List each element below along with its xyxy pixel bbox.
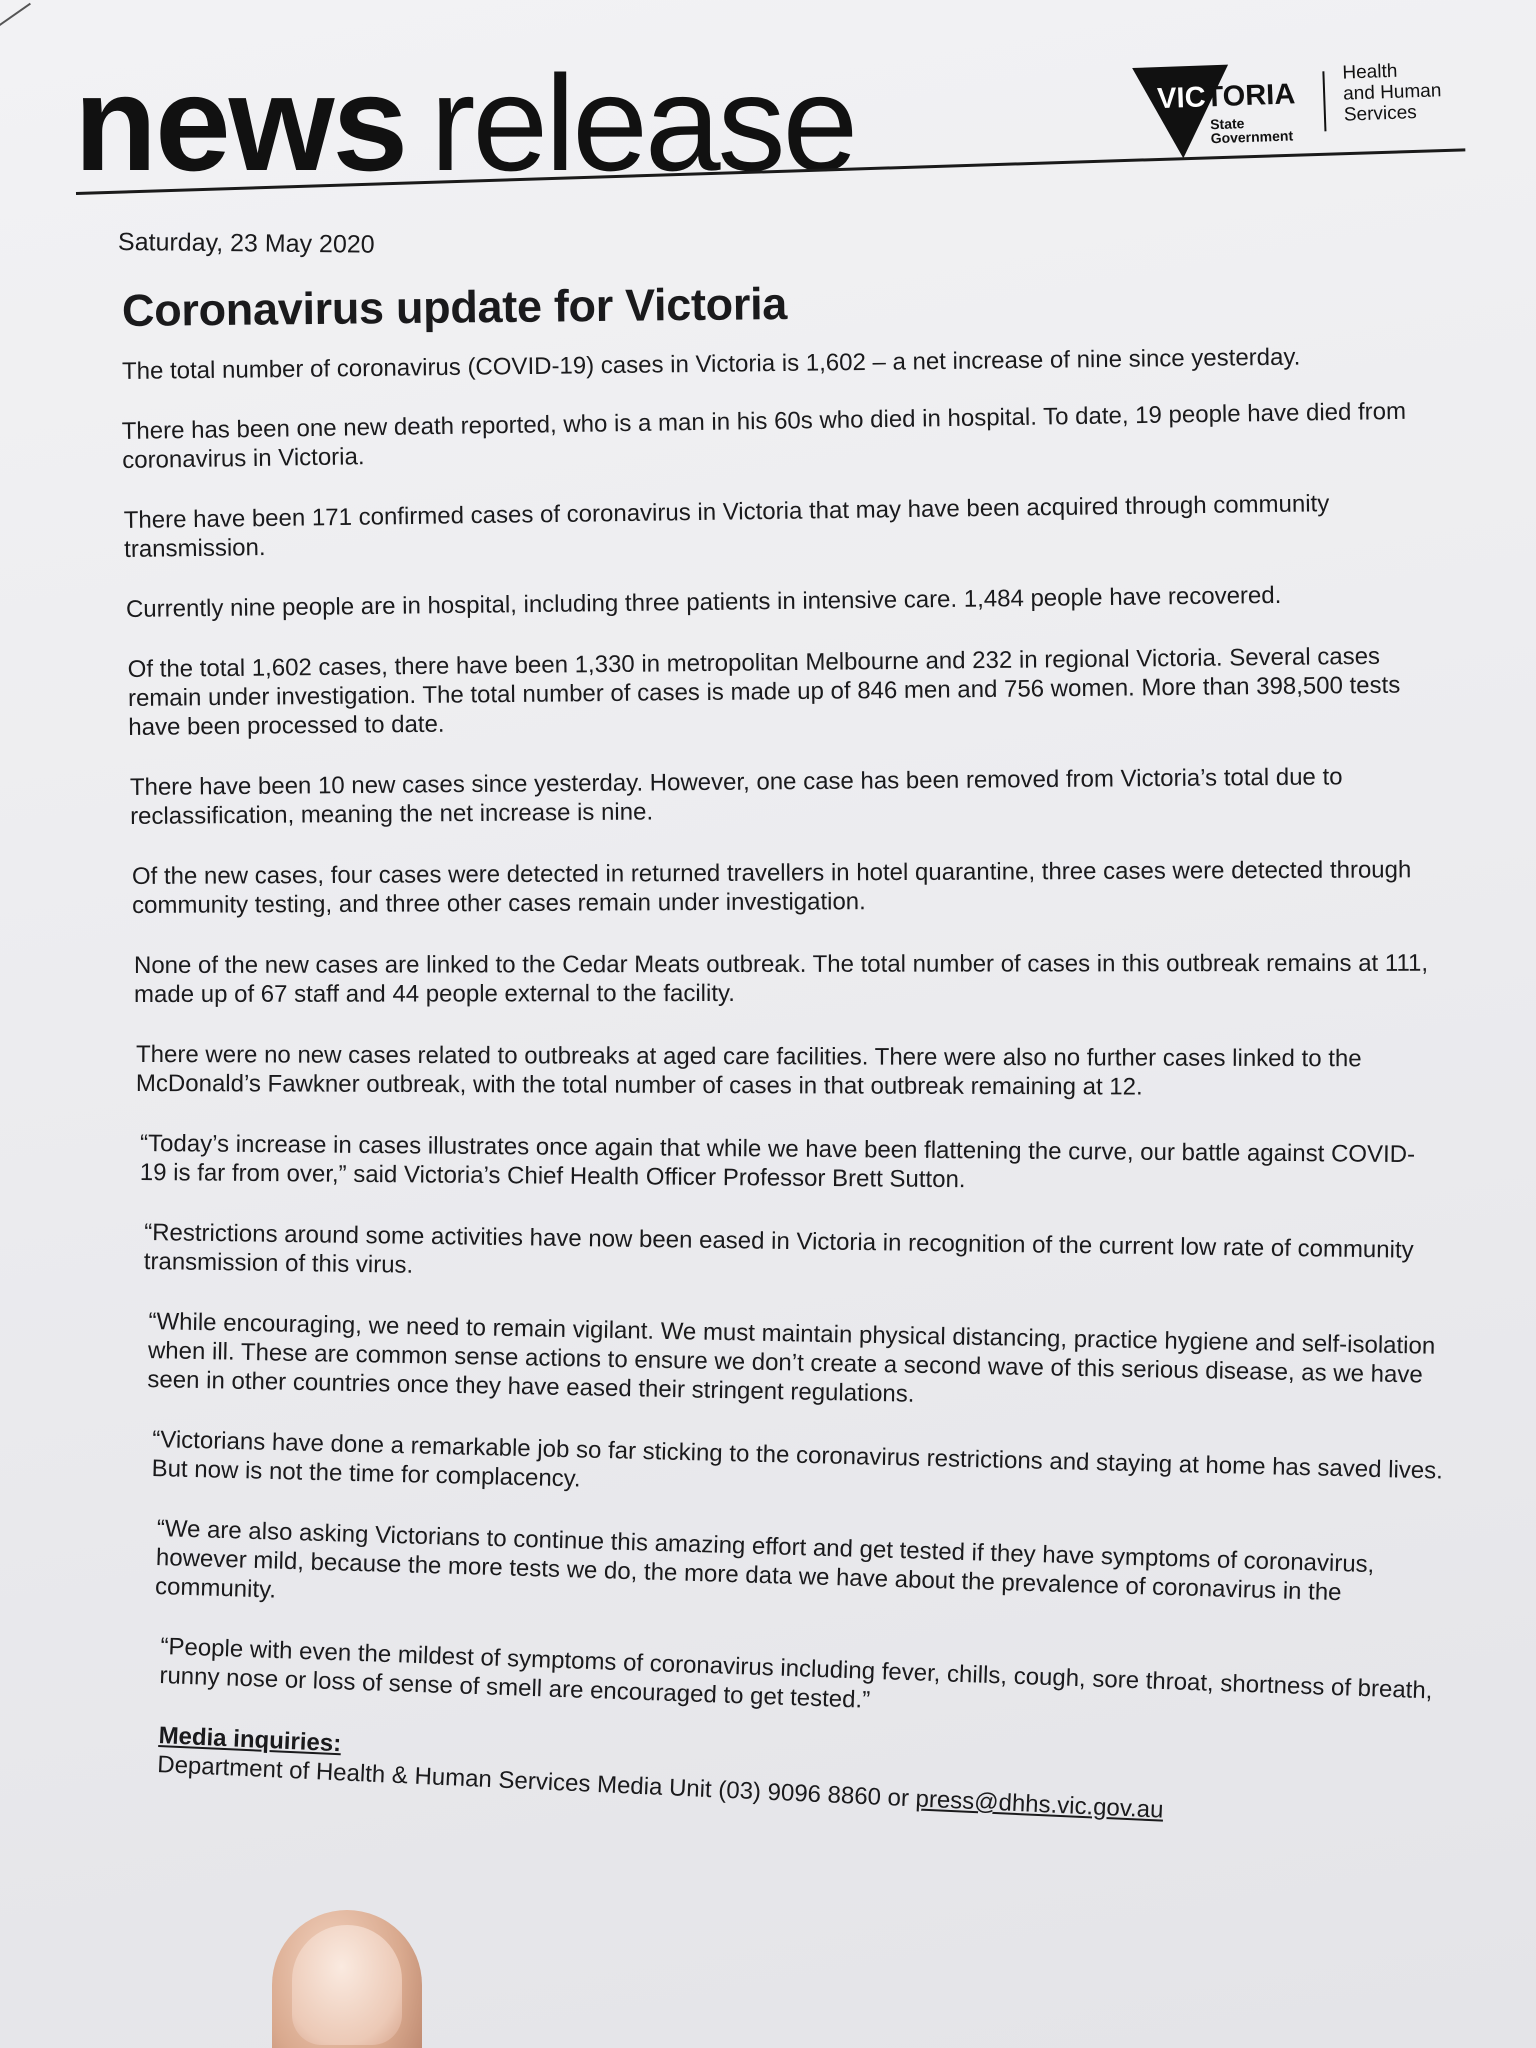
logo-wordmark [1157, 78, 1296, 116]
logo-word-rest: TORIA [1204, 78, 1296, 114]
quote-paragraph: “People with even the mildest of symptoms of coronavirus including fever, chills, cough, sore throat, shortness of breath, runny nose or loss of sense of smell are encouraged to get tested.” [159, 1633, 1433, 1714]
paragraph: There were no new cases related to outbreaks at aged care facilities. There were also no further cases linked to the McDonald’s Fawkner outbreak, with the total number of cases in that outbreak remaining at 12. [135, 1041, 1362, 1101]
quote-paragraph: “Today’s increase in cases illustrates once again that while we have been flattening the curve, our battle against COVID-19 is far from over,” said Victoria’s Chief Health Officer Professor Brett Sutton. [139, 1130, 1416, 1194]
paragraph: None of the new cases are linked to the Cedar Meats outbreak. The total number of cases in this outbreak remains at 111, made up of 67 staff and 44 people external to the facility. [133, 949, 1429, 1008]
quote-paragraph: “While encouraging, we need to remain vigilant. We must maintain physical distancing, practice hygiene and self-isolation when ill. These are common sense actions to ensure we don’t create a second wave of this serious disease, as we have seen in other countries once they have eased their stringent regulations. [147, 1308, 1436, 1408]
paragraph: There have been 171 confirmed cases of coronavirus in Victoria that may have been acquired through community transmission. [123, 490, 1330, 563]
corner-mark [0, 3, 31, 28]
paragraph: The total number of coronavirus (COVID-19) cases in Victoria is 1,602 – a net increase of nine since yesterday. [121, 343, 1301, 385]
paragraph: Of the total 1,602 cases, there have been 1,330 in metropolitan Melbourne and 232 in regional Victoria. Several cases remain under investigation. The total number of cases is made up of 846 men and 756 women. More than 398,500 tests have been processed to date. [127, 642, 1401, 741]
masthead-title-bold: news [74, 47, 407, 199]
media-inquiries [157, 1721, 1458, 1838]
media-email-link[interactable]: press@dhhs.vic.gov.au [914, 1785, 1165, 1824]
logo-dept-line3: Services [1343, 102, 1418, 126]
logo-dept-line1: Health [1342, 60, 1398, 84]
logo-divider [1322, 71, 1326, 131]
quote-paragraph: “Victorians have done a remarkable job so far sticking to the coronavirus restrictions and staying at home has saved lives. But now is not the time for complacency. [151, 1426, 1444, 1493]
thumbnail-nail [292, 1925, 402, 2045]
masthead-title-light: release [430, 47, 856, 199]
logo-department [1342, 59, 1442, 125]
media-contact: Department of Health & Human Services Media Unit (03) 9096 8860 or [156, 1750, 917, 1813]
logo-dept-line2: and Human [1342, 80, 1442, 105]
paragraph: There has been one new death reported, who is a man in his 60s who died in hospital. To date, 19 people have died from coronavirus in Victoria. [121, 397, 1407, 474]
logo-word-prefix: VIC [1156, 81, 1207, 116]
paragraph: Of the new cases, four cases were detected in returned travellers in hotel quarantine, three cases were detected through community testing, and three other cases remain under investigation. [131, 856, 1412, 919]
media-inquiries-heading: Media inquiries: [158, 1722, 342, 1758]
release-date: Saturday, 23 May 2020 [117, 228, 375, 259]
masthead [74, 48, 855, 198]
quote-paragraph: “We are also asking Victorians to continue this amazing effort and get tested if they have symptoms of coronavirus, however mild, because the more tests we do, the more data we have about the prevalence of coronavirus in the community. [154, 1515, 1375, 1607]
logo-sub-line2: Government [1210, 127, 1294, 147]
masthead-title [74, 48, 855, 198]
paragraph: There have been 10 new cases since yesterday. However, one case has been removed from Victoria’s total due to reclassification, meaning the net increase is nine. [129, 763, 1343, 830]
logo-sub-line1: State [1209, 115, 1245, 133]
logo-state-government [1210, 114, 1293, 145]
release-headline: Coronavirus update for Victoria [121, 278, 788, 336]
release-body [117, 228, 1444, 1824]
paragraph: Currently nine people are in hospital, including three patients in intensive care. 1,484 people have recovered. [125, 581, 1282, 623]
quote-paragraph: “Restrictions around some activities have now been eased in Victoria in recognition of the current low rate of community transmission of this virus. [143, 1219, 1414, 1279]
victoria-government-logo [1132, 52, 1465, 153]
